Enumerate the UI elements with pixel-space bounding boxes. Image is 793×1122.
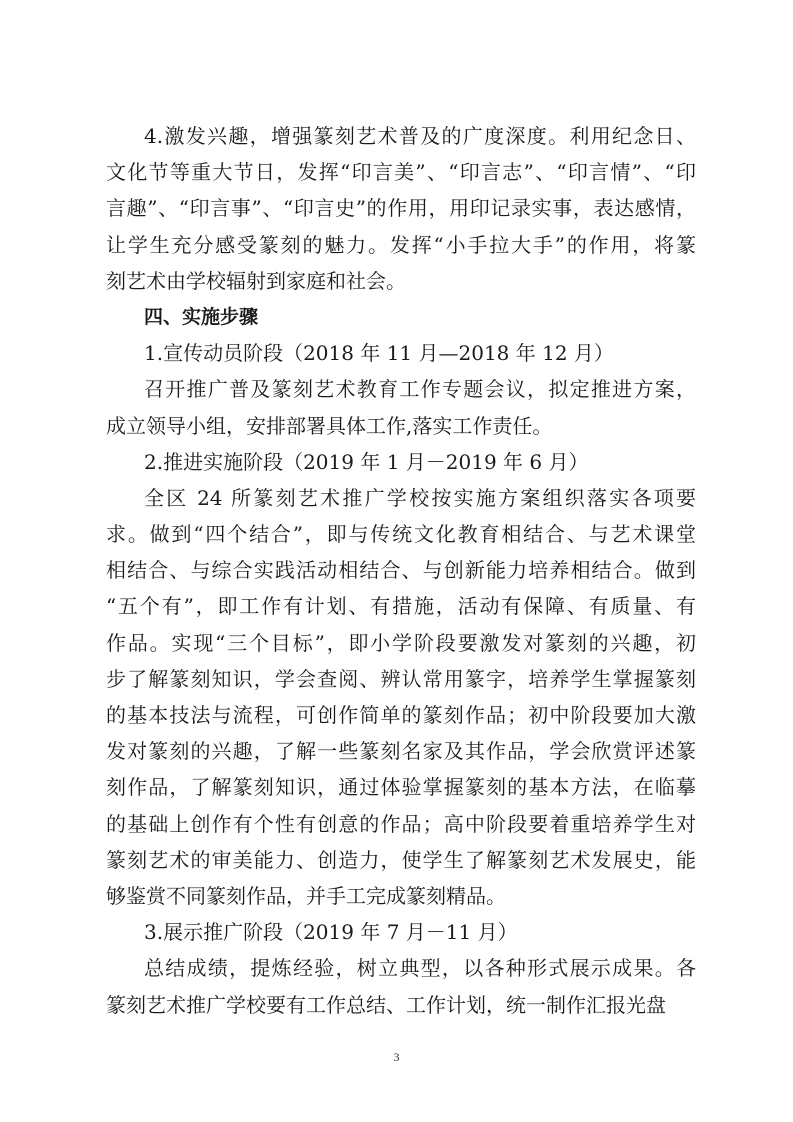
- stage-heading-implementation: [106, 444, 696, 480]
- text-line: 的基础上创作有个性有创意的作品；高中阶段要着重培养学生对: [106, 811, 696, 836]
- text-line: 刻作品，了解篆刻知识，通过体验掌握篆刻的基本方法，在临摹: [106, 775, 696, 800]
- text-line: 步了解篆刻知识，学会查阅、辨认常用篆字，培养学生掌握篆刻: [106, 666, 696, 691]
- text-line: 篆刻艺术的审美能力、创造力，使学生了解篆刻艺术发展史，能: [106, 847, 696, 872]
- text-line: 刻艺术由学校辐射到家庭和社会。: [106, 268, 406, 293]
- text-line: 文化节等重大节日，发挥“印言美”、“印言志”、“印言情”、“印: [106, 160, 696, 185]
- text-line: 总结成绩，提炼经验，树立典型，以各种形式展示成果。各: [144, 956, 696, 981]
- text-line: 成立领导小组，安排部署具体工作,落实工作责任。: [106, 413, 553, 438]
- text-line: 相结合、与综合实践活动相结合、与创新能力培养相结合。做到: [106, 558, 696, 583]
- text-line: 作品。实现“三个目标”，即小学阶段要激发对篆刻的兴趣，初: [106, 630, 696, 655]
- page-number: 3: [393, 1050, 400, 1064]
- text-line: 够鉴赏不同篆刻作品，并手工完成篆刻精品。: [106, 883, 506, 908]
- text-line: 1.宣传动员阶段（2018 年 11 月—2018 年 12 月）: [144, 341, 614, 366]
- text-line: 2.推进实施阶段（2019 年 1 月－2019 年 6 月）: [144, 449, 589, 474]
- text-line: 全区 24 所篆刻艺术推广学校按实施方案组织落实各项要: [144, 485, 696, 510]
- text-line: 篆刻艺术推广学校要有工作总结、工作计划，统一制作汇报光盘: [106, 992, 666, 1017]
- text-line: 言趣”、“印言事”、“印言史”的作用，用印记录实事，表达感情，: [106, 196, 696, 221]
- section-heading-implementation-steps: [106, 299, 696, 335]
- text-line: 召开推广普及篆刻艺术教育工作专题会议，拟定推进方案，: [144, 377, 696, 402]
- text-line: 4.激发兴趣，增强篆刻艺术普及的广度深度。利用纪念日、: [144, 124, 696, 148]
- text-line: 求。做到“四个结合”，即与传统文化教育相结合、与艺术课堂: [106, 522, 696, 547]
- text-line: 3.展示推广阶段（2019 年 7 月－11 月）: [144, 920, 518, 945]
- paragraph-showcase: [106, 950, 696, 1022]
- paragraph-implementation: [106, 480, 696, 914]
- stage-heading-showcase: [106, 914, 696, 950]
- text-line: 发对篆刻的兴趣，了解一些篆刻名家及其作品，学会欣赏评述篆: [106, 739, 696, 764]
- section-heading: 四、实施步骤: [144, 305, 259, 328]
- stage-heading-publicity: [106, 335, 696, 371]
- paragraph-publicity: [106, 371, 696, 443]
- text-line: 让学生充分感受篆刻的魅力。发挥“小手拉大手”的作用，将篆: [106, 232, 696, 257]
- document-body: [106, 118, 696, 1023]
- text-line: 的基本技法与流程，可创作简单的篆刻作品；初中阶段要加大激: [106, 703, 696, 727]
- text-line: “五个有”，即工作有计划、有措施，活动有保障、有质量、有: [106, 594, 696, 619]
- paragraph-stimulate-interest: [106, 118, 696, 299]
